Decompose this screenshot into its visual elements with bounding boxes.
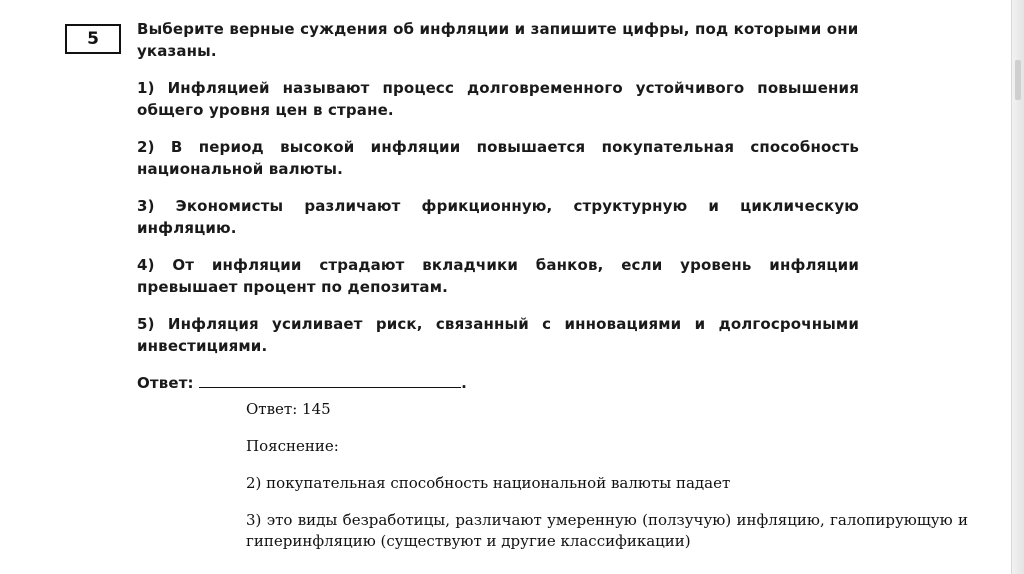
explanation-note-3: 3) это виды безработицы, различают умеренную (ползучую) инфляцию, галопирующую и гиперинфляцию (существуют и другие классификации) <box>246 511 968 550</box>
scroll-thumb[interactable] <box>1015 60 1021 100</box>
statement-4: 4) От инфляции страдают вкладчики банков, если уровень инфляции превышает процент по депозитам. <box>137 256 859 296</box>
solution-answer: Ответ: 145 <box>246 400 331 418</box>
scroll-edge[interactable] <box>1011 0 1024 574</box>
explanation-label: Пояснение: <box>246 437 339 455</box>
statement-1: 1) Инфляцией называют процесс долговременного устойчивого повышения общего уровня цен в стране. <box>137 79 859 119</box>
answer-label: Ответ: <box>137 374 194 392</box>
task-prompt: Выберите верные суждения об инфляции и запишите цифры, под которыми они указаны. <box>137 20 859 60</box>
answer-blank <box>199 373 461 388</box>
statement-3: 3) Экономисты различают фрикционную, структурную и циклическую инфляцию. <box>137 197 859 237</box>
statement-5: 5) Инфляция усиливает риск, связанный с инновациями и долгосрочными инвестициями. <box>137 315 859 355</box>
task-number-box <box>65 24 121 54</box>
solution-block <box>246 399 968 568</box>
answer-field <box>137 372 859 394</box>
explanation-note-2: 2) покупательная способность национальной валюты падает <box>246 474 731 492</box>
statement-2: 2) В период высокой инфляции повышается покупательная способность национальной валюты. <box>137 138 859 178</box>
answer-end: . <box>461 374 467 392</box>
task-block <box>137 18 859 409</box>
task-number: 5 <box>87 29 99 49</box>
